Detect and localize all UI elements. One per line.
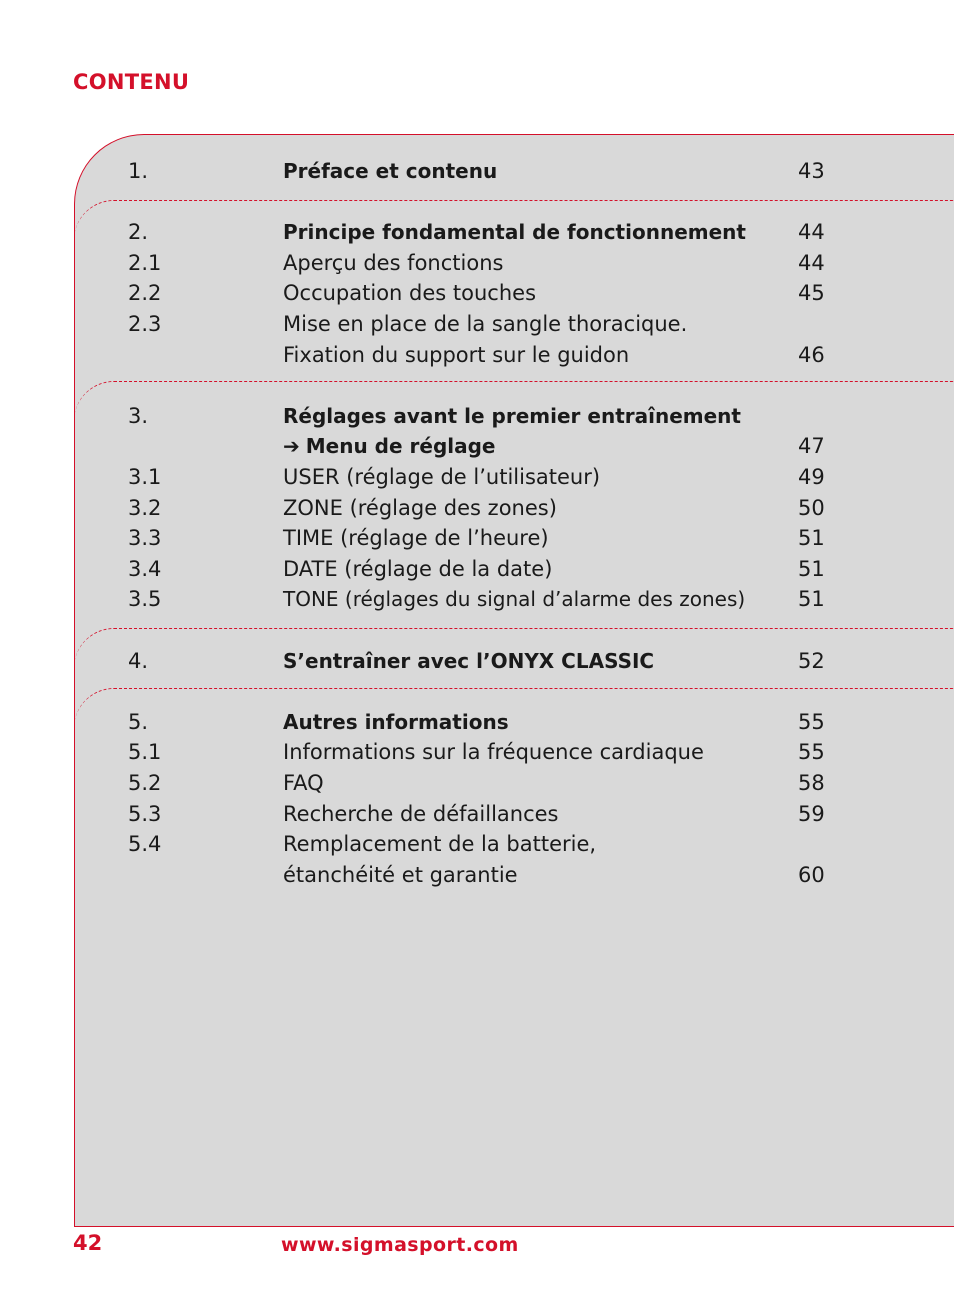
toc-label: Réglages avant le premier entraînement bbox=[283, 404, 741, 428]
toc-page: 51 bbox=[798, 526, 825, 550]
toc-label: Remplacement de la batterie, bbox=[283, 832, 597, 856]
toc-label: Recherche de défaillances bbox=[283, 802, 559, 826]
toc-page: 52 bbox=[798, 649, 825, 673]
toc-row-2-3[interactable] bbox=[0, 309, 954, 339]
toc-label: TIME (réglage de l’heure) bbox=[283, 526, 549, 550]
website-link[interactable]: www.sigmasport.com bbox=[281, 1234, 519, 1256]
toc-page: 49 bbox=[798, 465, 825, 489]
toc-label: Mise en place de la sangle thoracique. bbox=[283, 312, 688, 336]
toc-label: Occupation des touches bbox=[283, 281, 537, 305]
toc-number: 3.4 bbox=[128, 557, 162, 581]
toc-label: Principe fondamental de fonctionnement bbox=[283, 220, 746, 244]
toc-label: étanchéité et garantie bbox=[283, 863, 518, 887]
toc-row-5-3[interactable] bbox=[0, 799, 954, 829]
toc-number: 3.3 bbox=[128, 526, 162, 550]
toc-number: 3.5 bbox=[128, 587, 162, 611]
toc-row-1[interactable] bbox=[0, 156, 954, 186]
toc-row-2-3-cont[interactable] bbox=[0, 340, 954, 370]
toc-number: 3.1 bbox=[128, 465, 162, 489]
toc-page: 60 bbox=[798, 863, 825, 887]
toc-number: 2.1 bbox=[128, 251, 162, 275]
toc-row-2-1[interactable] bbox=[0, 248, 954, 278]
page-number: 42 bbox=[73, 1231, 103, 1255]
toc-row-5-4[interactable] bbox=[0, 829, 954, 859]
toc-number: 1. bbox=[128, 159, 149, 183]
toc-row-2[interactable] bbox=[0, 217, 954, 247]
toc-number: 5.2 bbox=[128, 771, 162, 795]
toc-page: 44 bbox=[798, 220, 825, 244]
toc-row-3[interactable] bbox=[0, 401, 954, 431]
toc-label: S’entraîner avec l’ONYX CLASSIC bbox=[283, 649, 655, 673]
toc-number: 2.2 bbox=[128, 281, 162, 305]
toc-number: 5. bbox=[128, 710, 149, 734]
toc-number: 2.3 bbox=[128, 312, 162, 336]
toc-number: 3.2 bbox=[128, 496, 162, 520]
toc-label: FAQ bbox=[283, 771, 324, 795]
toc-label: Préface et contenu bbox=[283, 159, 498, 183]
page-title: CONTENU bbox=[73, 70, 190, 94]
toc-label: DATE (réglage de la date) bbox=[283, 557, 553, 581]
toc-page: 51 bbox=[798, 587, 825, 611]
toc-page: 46 bbox=[798, 343, 825, 367]
toc-number: 5.1 bbox=[128, 740, 162, 764]
toc-page: 59 bbox=[798, 802, 825, 826]
toc-label: USER (réglage de l’utilisateur) bbox=[283, 465, 601, 489]
toc-row-5-1[interactable] bbox=[0, 737, 954, 767]
toc-row-5-2[interactable] bbox=[0, 768, 954, 798]
toc-page: 58 bbox=[798, 771, 825, 795]
toc-label: TONE (réglages du signal d’alarme des zones) bbox=[283, 587, 746, 611]
toc-row-3-5[interactable] bbox=[0, 584, 954, 614]
toc-row-3-2[interactable] bbox=[0, 493, 954, 523]
toc-label-text: Menu de réglage bbox=[305, 434, 496, 458]
toc-page: 44 bbox=[798, 251, 825, 275]
toc-label bbox=[283, 431, 496, 461]
toc-number: 3. bbox=[128, 404, 149, 428]
toc-page: 47 bbox=[798, 434, 825, 458]
toc-page: 55 bbox=[798, 710, 825, 734]
toc-row-3-3[interactable] bbox=[0, 523, 954, 553]
toc-number: 4. bbox=[128, 649, 149, 673]
toc-number: 5.4 bbox=[128, 832, 162, 856]
toc-label: Autres informations bbox=[283, 710, 509, 734]
toc-row-4[interactable] bbox=[0, 646, 954, 676]
toc-label: Fixation du support sur le guidon bbox=[283, 343, 630, 367]
toc-number: 2. bbox=[128, 220, 149, 244]
toc-row-5[interactable] bbox=[0, 707, 954, 737]
toc-row-2-2[interactable] bbox=[0, 278, 954, 308]
toc-page: 43 bbox=[798, 159, 825, 183]
toc-row-3-menu[interactable] bbox=[0, 431, 954, 461]
toc-page: 55 bbox=[798, 740, 825, 764]
toc-number: 5.3 bbox=[128, 802, 162, 826]
toc-label: Informations sur la fréquence cardiaque bbox=[283, 740, 704, 764]
toc-label: ZONE (réglage des zones) bbox=[283, 496, 557, 520]
toc-row-3-1[interactable] bbox=[0, 462, 954, 492]
toc-page: 50 bbox=[798, 496, 825, 520]
toc-label: Aperçu des fonctions bbox=[283, 251, 504, 275]
toc-page: 51 bbox=[798, 557, 825, 581]
toc-row-5-4-cont[interactable] bbox=[0, 860, 954, 890]
toc-page: 45 bbox=[798, 281, 825, 305]
arrow-right-icon: ➔ bbox=[283, 434, 300, 458]
toc-row-3-4[interactable] bbox=[0, 554, 954, 584]
